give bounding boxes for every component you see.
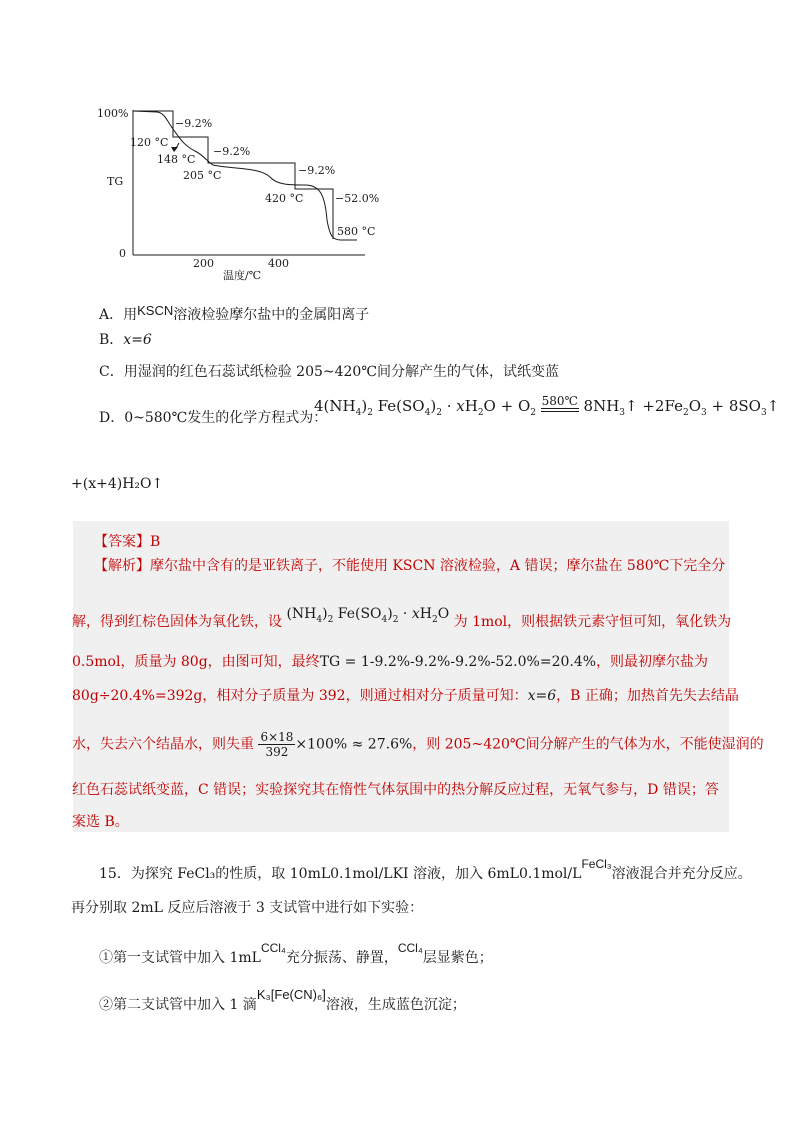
explain-text-4a: 80g÷20.4%=392g，相对分子质量为 392，则通过相对分子质量可知： xyxy=(72,688,528,704)
y-axis-label: TG xyxy=(107,175,124,188)
q15-text-3b: CCl₄ xyxy=(260,941,286,955)
arrow-head xyxy=(171,147,178,152)
q15-text-3d: CCl₄ xyxy=(397,941,423,955)
explain-text-3b: TG = 1-9.2%-9.2%-9.2%-52.0%=20.4% xyxy=(319,654,597,670)
explain-text-3c: ，则最初摩尔盐为 xyxy=(596,654,709,670)
q15-text-1c: 溶液混合并充分反应。 xyxy=(611,866,752,882)
explain-text-3a: 0.5mol，质量为 80g，由图可知，最终 xyxy=(72,654,320,670)
fraction-denominator: 392 xyxy=(265,745,289,759)
fraction xyxy=(258,730,295,759)
q15-text-4a: ②第二支试管中加入 1 滴 xyxy=(99,997,257,1013)
option-c: C．用湿润的红色石蕊试纸检验 205~420℃间分解产生的气体，试纸变蓝 xyxy=(99,364,559,380)
answer-label: 【答案】B xyxy=(94,534,161,550)
explain-line-4 xyxy=(72,686,739,706)
option-a-text: 溶液检验摩尔盐中的金属阳离子 xyxy=(173,307,370,323)
q15-line-3 xyxy=(99,938,493,968)
equation-d: $4(NH_4)_2$ $Fe(SO_4)_2 \cdot xH_2O + O_2$ 580℃ $8NH_3↑ +2Fe_2O_3$ + $8SO_3↑$ xyxy=(314,394,780,418)
q15-text-4b: K₃[Fe(CN)₆] xyxy=(256,987,326,1002)
option-a xyxy=(99,301,369,325)
x-tick-200: 200 xyxy=(193,257,214,270)
equation-condition: 580℃ xyxy=(541,394,578,408)
explain-label: 【解析】 xyxy=(94,558,150,574)
step2-label: −9.2% xyxy=(213,145,251,158)
explain-text-2b: 为 1mol，则根据铁元素守恒可知，氧化铁为 xyxy=(453,614,732,630)
fraction-numerator: 6×18 xyxy=(260,730,294,744)
explain-line-5 xyxy=(72,730,764,759)
explain-text-5c: ，则 205~420℃间分解产生的气体为水，不能使湿润的 xyxy=(412,736,764,753)
option-b-prefix: B． xyxy=(99,332,124,348)
option-d-cont: +(x+4)H₂O↑ xyxy=(71,476,164,492)
explain-text-5a: 水，失去六个结晶水，则失重 xyxy=(72,736,254,753)
q15-line-2: 再分别取 2mL 反应后溶液于 3 支试管中进行如下实验： xyxy=(71,900,424,916)
option-a-reagent: KSCN xyxy=(137,303,174,318)
explain-text-1: 摩尔盐中含有的是亚铁离子，不能使用 KSCN 溶液检验，A 错误；摩尔盐在 580℃下完全分 xyxy=(150,558,726,574)
explain-text-2a: 解，得到红棕色固体为氧化铁，设 xyxy=(72,614,282,630)
temp1-label: 120 °C xyxy=(130,136,169,149)
temp3-label: 205 °C xyxy=(183,169,222,182)
q15-text-1b: FeCl₃ xyxy=(581,857,612,871)
temp2-label: 148 °C xyxy=(157,153,196,166)
option-a-prefix: A．用 xyxy=(99,307,138,323)
x-axis-label: 温度/℃ xyxy=(223,269,262,282)
q15-text-3a: ①第一支试管中加入 1mL xyxy=(99,950,261,966)
step1-label: −9.2% xyxy=(175,117,213,130)
x-tick-400: 400 xyxy=(268,257,289,270)
y-zero-label: 0 xyxy=(119,247,126,260)
temp4-label: 420 °C xyxy=(265,192,304,205)
explain-line-6: 红色石蕊试纸变蓝，C 错误；实验探究其在惰性气体氛围中的热分解反应过程，无氧气参与，D 错误；答 xyxy=(72,782,719,798)
explain-text-5b: ×100% ≈ 27.6% xyxy=(295,736,413,753)
option-b xyxy=(99,330,152,350)
y-top-label: 100% xyxy=(97,107,129,120)
option-d: D．0~580℃发生的化学方程式为： xyxy=(99,410,328,426)
option-b-text: x=6 xyxy=(123,332,152,348)
q15-line-1 xyxy=(99,854,752,884)
explain-text-4c: ，B 正确；加热首先失去结晶 xyxy=(556,688,739,704)
explain-line-2 xyxy=(72,604,731,632)
q15-text-3c: 充分振荡、静置， xyxy=(285,950,398,966)
explain-line-1 xyxy=(94,556,725,576)
temp5-label: 580 °C xyxy=(337,225,376,238)
q15-line-4 xyxy=(99,985,466,1015)
explain-line-3 xyxy=(72,652,708,672)
explain-text-4b: x=6 xyxy=(527,688,557,704)
q15-text-4c: 溶液，生成蓝色沉淀； xyxy=(325,997,466,1013)
q15-text-3e: 层显紫色； xyxy=(422,950,493,966)
explain-line-7: 案选 B。 xyxy=(72,814,129,830)
step3-label: −9.2% xyxy=(298,164,336,177)
step4-label: −52.0% xyxy=(335,192,380,205)
formula-salt: $(NH_4)_2$ $Fe(SO_4)_2 \cdot xH_2O$ xyxy=(286,606,450,625)
tg-chart xyxy=(95,95,395,285)
q15-text-1a: 15．为探究 FeCl₃的性质，取 10mL0.1mol/LKI 溶液，加入 6mL0.1mol/L xyxy=(99,866,582,882)
